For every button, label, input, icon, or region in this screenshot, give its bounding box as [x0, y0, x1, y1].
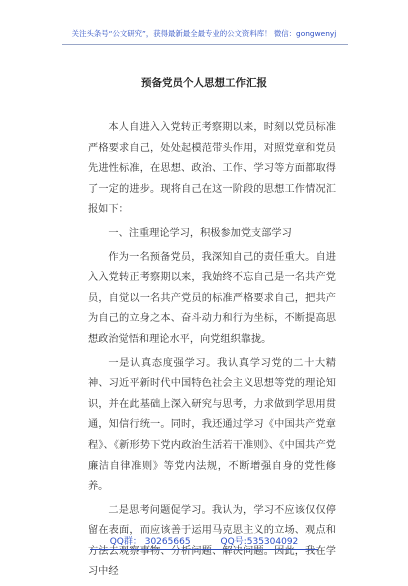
body-paragraph-4: 二是思考问题促学习。我认为，学习不应该仅仅停留在表面，而应该善于运用马克思主义的立场、观点和方法去观察事物、分析问题、解决问题。因此，我在学习中经 [88, 504, 336, 578]
body-paragraph-intro: 本人自进入入党转正考察期以来，时刻以党员标准严格要求自己，处处起模范带头作用，对照党章和党员先进性标准，在思想、政治、工作、学习等方面都取得了一定的进步。现将自己在这一阶段的思想工作情况汇报如下： [88, 122, 336, 216]
footer-divider [90, 549, 318, 550]
body-paragraph-2: 作为一名预备党员，我深知自己的责任重大。自进入入党转正考察期以来，我始终不忘自己是一名共产党员，自觉以一名共产党员的标准严格要求自己，把共产为自己的立身之本、奋斗动力和行为坐标，不断提高思想政治觉悟和理论水平，向党组织靠拢。 [88, 251, 336, 345]
section-heading-1: 一、注重理论学习，积极参加党支部学习 [108, 227, 292, 239]
header-divider [62, 44, 348, 45]
document-title: 预备党员个人思想工作汇报 [141, 77, 267, 89]
document-body [88, 118, 336, 586]
footer-contact [0, 534, 408, 547]
footer-qq-number: QQ号:535304092 [220, 537, 299, 547]
footer-qq-group: QQ群： 30265665 [109, 537, 191, 547]
header-promo-note: 关注头条号“公文研究”，获得最新最全最专业的公文资料库！ 微信：gongwenyj [71, 29, 337, 38]
body-paragraph-3: 一是认真态度强学习。我认真学习党的二十大精神、习近平新时代中国特色社会主义思想等党的理论知识，并在此基础上深入研究与思考，力求做到学思用贯通，知信行统一。同时，我还通过学习《中国共产党章程》、《新形势下党内政治生活若干准则》、《中国共产党廉洁自律准则》等党内法规，不断增强自身的党性修养。 [88, 357, 336, 493]
